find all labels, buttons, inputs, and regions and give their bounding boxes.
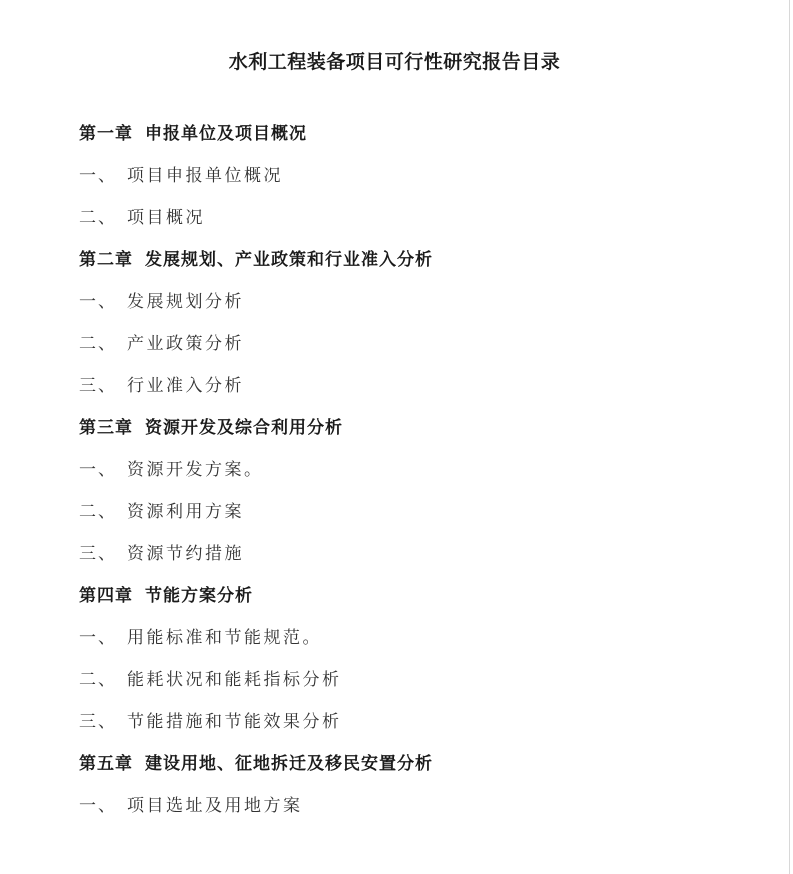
- toc-section: [79, 330, 759, 372]
- toc-section: [79, 708, 759, 750]
- section-number: 一、: [79, 460, 117, 480]
- section-number: 二、: [79, 334, 117, 354]
- section-title: 行业准入分析: [127, 376, 244, 396]
- chapter-number: 第三章: [79, 418, 133, 438]
- toc-chapter: [79, 582, 759, 624]
- toc-section: [79, 204, 759, 246]
- section-title: 资源节约措施: [127, 544, 244, 564]
- section-title: 能耗状况和能耗指标分析: [127, 670, 342, 690]
- toc-chapter: [79, 120, 759, 162]
- section-number: 二、: [79, 502, 117, 522]
- toc-section: [79, 288, 759, 330]
- section-title: 产业政策分析: [127, 334, 244, 354]
- section-number: 一、: [79, 796, 117, 816]
- toc-section: [79, 372, 759, 414]
- toc-section: [79, 666, 759, 708]
- chapter-title: 申报单位及项目概况: [145, 124, 307, 144]
- table-of-contents: [79, 120, 759, 834]
- chapter-number: 第一章: [79, 124, 133, 144]
- document-title: 水利工程装备项目可行性研究报告目录: [228, 51, 561, 73]
- section-number: 二、: [79, 670, 117, 690]
- section-title: 发展规划分析: [127, 292, 244, 312]
- toc-section: [79, 540, 759, 582]
- section-number: 三、: [79, 544, 117, 564]
- toc-section: [79, 792, 759, 834]
- section-title: 资源开发方案。: [127, 460, 264, 480]
- toc-chapter: [79, 246, 759, 288]
- section-title: 资源利用方案: [127, 502, 244, 522]
- toc-section: [79, 624, 759, 666]
- chapter-title: 发展规划、产业政策和行业准入分析: [145, 250, 433, 270]
- chapter-number: 第四章: [79, 586, 133, 606]
- toc-section: [79, 456, 759, 498]
- section-title: 用能标准和节能规范。: [127, 628, 322, 648]
- section-title: 项目概况: [127, 208, 205, 228]
- section-title: 项目选址及用地方案: [127, 796, 303, 816]
- section-number: 一、: [79, 292, 117, 312]
- toc-chapter: [79, 414, 759, 456]
- section-number: 一、: [79, 628, 117, 648]
- section-number: 二、: [79, 208, 117, 228]
- chapter-title: 节能方案分析: [145, 586, 253, 606]
- section-number: 三、: [79, 376, 117, 396]
- chapter-number: 第二章: [79, 250, 133, 270]
- section-number: 一、: [79, 166, 117, 186]
- toc-section: [79, 498, 759, 540]
- section-title: 项目申报单位概况: [127, 166, 283, 186]
- chapter-title: 资源开发及综合利用分析: [145, 418, 343, 438]
- chapter-number: 第五章: [79, 754, 133, 774]
- section-title: 节能措施和节能效果分析: [127, 712, 342, 732]
- section-number: 三、: [79, 712, 117, 732]
- chapter-title: 建设用地、征地拆迁及移民安置分析: [145, 754, 433, 774]
- toc-chapter: [79, 750, 759, 792]
- toc-section: [79, 162, 759, 204]
